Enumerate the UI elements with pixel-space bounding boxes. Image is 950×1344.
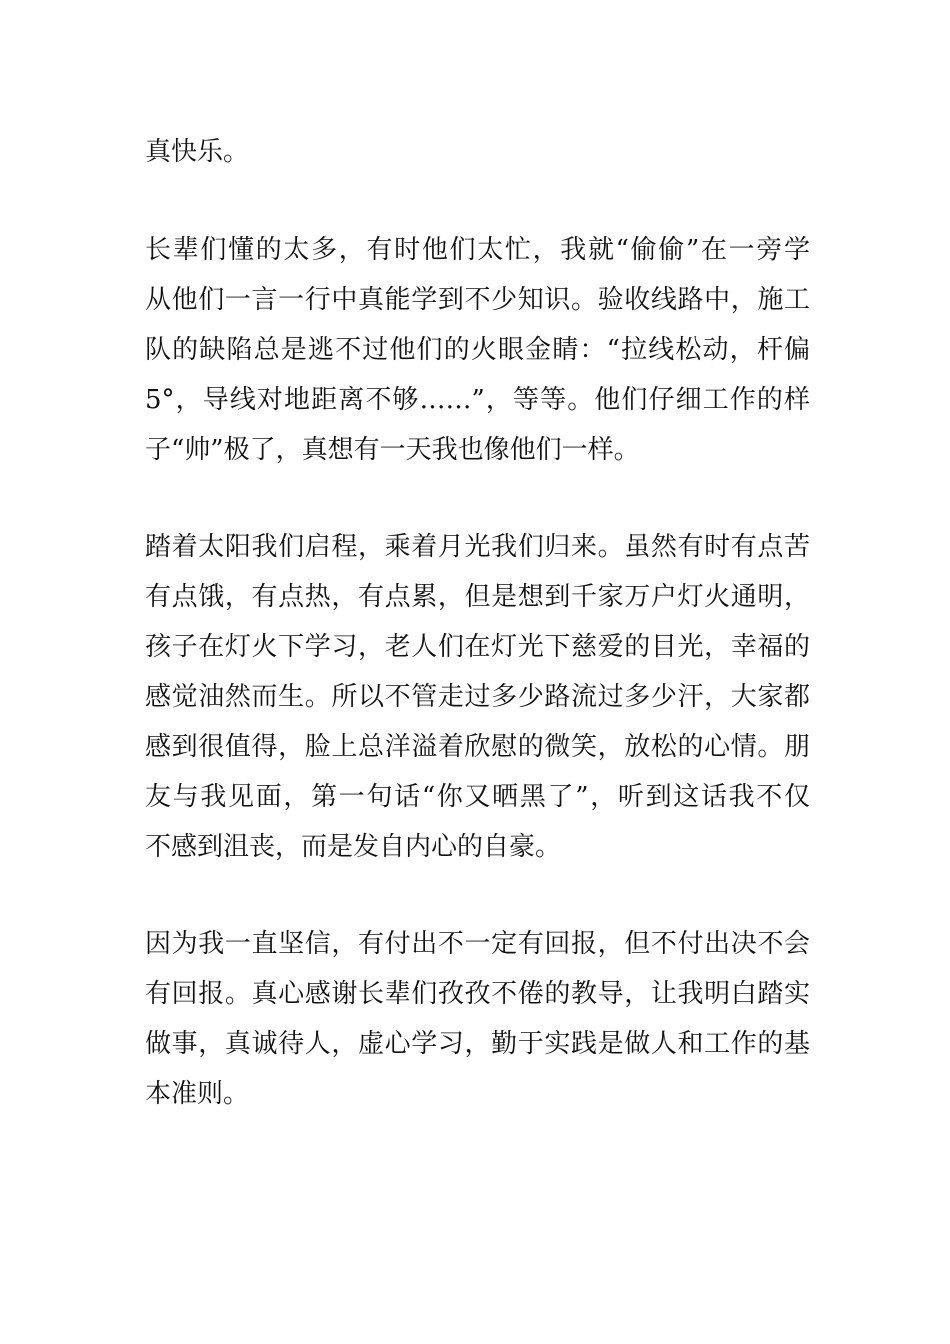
paragraph-3-line-7: 不感到沮丧，而是发自内心的自豪。 [145, 832, 562, 862]
paragraph-3-line-2: 有点饿，有点热，有点累，但是想到千家万户灯火通明， [145, 582, 810, 612]
paragraph-4-line-3: 做事，真诚待人，虚心学习，勤于实践是做人和工作的基 [145, 1029, 810, 1059]
paragraph-3-line-1: 踏着太阳我们启程，乘着月光我们归来。虽然有时有点苦 [145, 532, 810, 562]
paragraph-4-line-4: 本准则。 [145, 1079, 250, 1109]
paragraph-3-line-3: 孩子在灯火下学习，老人们在灯光下慈爱的目光，幸福的 [145, 632, 810, 662]
paragraph-2-line-4: 5°，导线对地距离不够……”，等等。他们仔细工作的样 [145, 385, 810, 415]
paragraph-3-line-5: 感到很值得，脸上总洋溢着欣慰的微笑，放松的心情。朋 [145, 732, 810, 762]
paragraph-2-line-3: 队的缺陷总是逃不过他们的火眼金睛：“拉线松动，杆偏 [145, 335, 810, 365]
paragraph-2-line-1: 长辈们懂的太多，有时他们太忙，我就“偷偷”在一旁学 [145, 235, 810, 265]
paragraph-1-line-1: 真快乐。 [145, 137, 250, 167]
paragraph-4-line-2: 有回报。真心感谢长辈们孜孜不倦的教导，让我明白踏实 [145, 979, 810, 1009]
paragraph-2-line-5: 子“帅”极了，真想有一天我也像他们一样。 [145, 435, 640, 465]
paragraph-4-line-1: 因为我一直坚信，有付出不一定有回报，但不付出决不会 [145, 929, 810, 959]
paragraph-3-line-4: 感觉油然而生。所以不管走过多少路流过多少汗，大家都 [145, 682, 810, 712]
paragraph-2-line-2: 从他们一言一行中真能学到不少知识。验收线路中，施工 [145, 285, 810, 315]
paragraph-3-line-6: 友与我见面，第一句话“你又晒黑了”，听到这话我不仅 [145, 782, 810, 812]
